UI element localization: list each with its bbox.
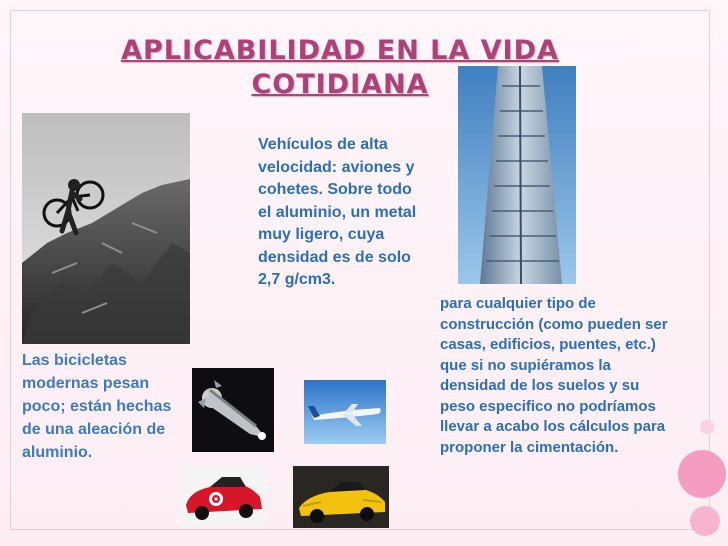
race-car-photo: [180, 465, 266, 526]
bicycles-description: Las bicicletas modernas pesan poco; están hechas de una aleación de aluminio.: [22, 352, 172, 461]
construction-description: para cualquier tipo de construcción (como pueden ser casas, edificios, puentes, etc.) que si no supiéramos la densidad de los suelos y su peso especifico no podríamos llevar a acabo los cálculos para proponer la cimentación.: [440, 295, 668, 456]
title-line-2: COTIDIANA: [251, 69, 429, 100]
cyclist-photo: [22, 113, 190, 344]
sports-car-photo: [293, 466, 389, 528]
vehicles-description: Vehículos de alta velocidad: aviones y cohetes. Sobre todo el aluminio, un metal muy ligero, cuya densidad es de solo 2,7 g/cm3.: [258, 136, 417, 288]
decorative-circle-small: [700, 420, 714, 434]
skyscraper-photo: [458, 66, 576, 284]
airplane-photo: [304, 380, 386, 444]
decorative-circle-large: [678, 450, 726, 498]
title-line-1: APLICABILIDAD EN LA VIDA: [121, 35, 559, 66]
rocket-photo: [192, 368, 274, 452]
decorative-circle-medium: [690, 506, 720, 536]
